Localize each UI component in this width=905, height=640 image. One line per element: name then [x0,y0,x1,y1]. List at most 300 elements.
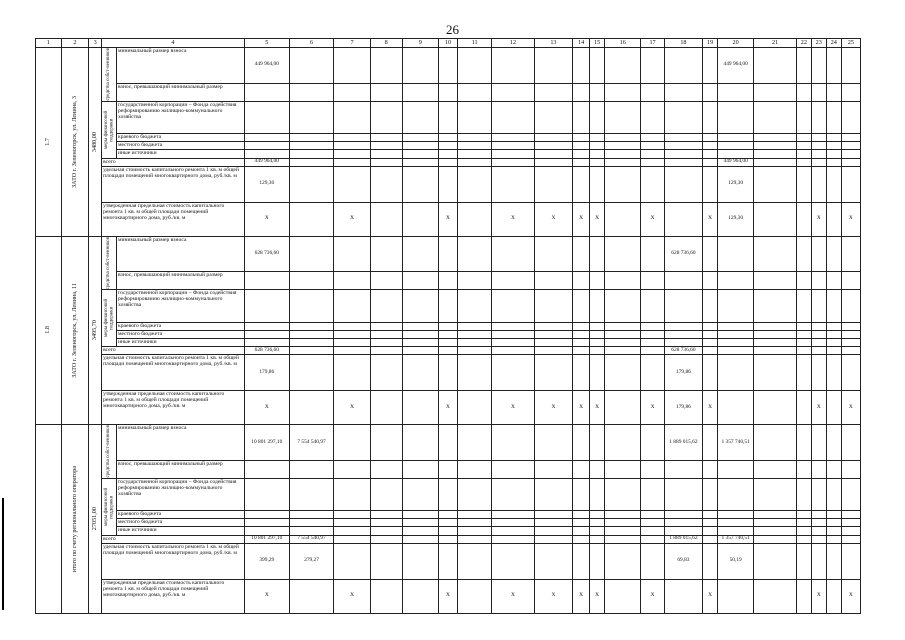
col-header-15: 15 [590,39,605,48]
cell-c18: 628 736,60 [664,347,702,355]
cell-c20 [718,391,754,425]
cell-c7: X [334,391,370,425]
row-b1-total [36,347,861,355]
cell-c20: 50,19 [718,543,754,579]
address-text: ЗАТО г. Зеленогорск, ул. Ленина, 11 [70,282,78,378]
cell-c8 [370,290,402,323]
row-b2-min [36,425,861,461]
cell-c10 [438,83,457,101]
cell-c20: 1 357 740,51 [718,425,754,461]
label-mest: местного бюджета [116,330,244,338]
cell-c11 [458,290,492,323]
address [61,236,89,425]
cell-c19 [703,460,718,478]
cell-c14: X [573,579,590,613]
cell-c12 [492,347,535,355]
cell-c7 [334,425,370,461]
cell-c12 [492,425,535,461]
cell-c12 [492,535,535,543]
cell-c15 [590,330,605,338]
cell-c19 [703,425,718,461]
cell-c7 [334,166,370,202]
cell-c5 [244,478,289,511]
cell-c18 [664,330,702,338]
cell-c10 [438,355,457,391]
block-number [36,236,62,425]
cell-c8 [370,236,402,272]
col-header-1: 1 [36,39,62,48]
col-header-20: 20 [718,39,754,48]
cell-c7 [334,158,370,166]
cell-c5 [244,83,289,101]
cell-c23 [811,543,826,579]
cell-c24 [826,158,841,166]
cell-c15 [590,543,605,579]
cell-c6 [289,347,334,355]
col-header-23: 23 [811,39,826,48]
cell-c7 [334,355,370,391]
cell-c17 [641,519,664,527]
cell-c7 [334,272,370,290]
cell-c19 [703,48,718,84]
cell-c25: X [841,391,860,425]
cell-c6 [289,150,334,158]
cell-c18 [664,158,702,166]
label-other: иные источники [116,527,244,535]
cell-c22 [796,236,811,272]
cell-c13: X [534,391,572,425]
cell-c25 [841,355,860,391]
row-b1-over [36,272,861,290]
cell-c10 [438,543,457,579]
cell-c16 [605,535,641,543]
col-header-6: 6 [289,39,334,48]
label-over: взнос, превышающий минимальный размер [116,272,244,290]
cell-c5 [244,519,289,527]
cell-c14 [573,236,590,272]
cell-c11 [458,535,492,543]
cell-c19 [703,83,718,101]
cell-c19: X [703,579,718,613]
cell-c22 [796,535,811,543]
cell-c14 [573,535,590,543]
cell-c19 [703,272,718,290]
cell-c6 [289,290,334,323]
group-support-text: меры финансовой поддержки [103,487,115,526]
row-b1-mest [36,330,861,338]
cell-c24 [826,338,841,346]
cell-c9 [402,535,438,543]
cell-c13 [534,425,572,461]
cell-c10 [438,478,457,511]
cell-c5: 628 736,60 [244,347,289,355]
cell-c16 [605,519,641,527]
cell-c9 [402,543,438,579]
cell-c22 [796,330,811,338]
cell-c7 [334,142,370,150]
cell-c22 [796,83,811,101]
cell-c25 [841,48,860,84]
cell-c23 [811,236,826,272]
cell-c23 [811,460,826,478]
cell-c14 [573,460,590,478]
cell-c18: 179,86 [664,391,702,425]
col-header-9: 9 [402,39,438,48]
cell-c19 [703,142,718,150]
cell-c24 [826,347,841,355]
cell-c14 [573,166,590,202]
area [89,48,102,237]
cell-c9 [402,290,438,323]
cell-c8 [370,48,402,84]
cell-c8 [370,355,402,391]
cell-c16 [605,579,641,613]
cell-c18 [664,134,702,142]
cell-c21 [754,322,797,330]
cell-c18 [664,338,702,346]
cell-c11 [458,355,492,391]
cell-c8 [370,543,402,579]
cell-c24 [826,579,841,613]
address [61,425,89,614]
cell-c22 [796,48,811,84]
cell-c18: 179,86 [664,355,702,391]
cell-c17 [641,355,664,391]
cell-c8 [370,425,402,461]
cell-c21 [754,290,797,323]
label-total: всего [102,535,245,543]
cell-c24 [826,134,841,142]
cell-c22 [796,355,811,391]
page-number: 26 [446,22,459,37]
cell-c9 [402,134,438,142]
cell-c10 [438,158,457,166]
cell-c10 [438,527,457,535]
cell-c10 [438,322,457,330]
cell-c10 [438,460,457,478]
cell-c17 [641,330,664,338]
cell-c5: 179,86 [244,355,289,391]
cell-c8 [370,460,402,478]
cell-c21 [754,236,797,272]
cell-c12 [492,330,535,338]
cell-c7 [334,236,370,272]
cell-c8 [370,322,402,330]
cell-c12 [492,158,535,166]
cell-c18: 628 736,60 [664,236,702,272]
cell-c24 [826,101,841,134]
cell-c18 [664,83,702,101]
cell-c19 [703,527,718,535]
cell-c23 [811,158,826,166]
cell-c10 [438,330,457,338]
cell-c7 [334,519,370,527]
cell-c12 [492,527,535,535]
cell-c15 [590,347,605,355]
cell-c17 [641,425,664,461]
col-header-8: 8 [370,39,402,48]
cell-c13 [534,347,572,355]
cell-c23 [811,355,826,391]
cell-c5: 10 801 297,10 [244,535,289,543]
cell-c18 [664,166,702,202]
cell-c17: X [641,202,664,236]
cell-c25 [841,535,860,543]
cell-c25 [841,134,860,142]
cell-c19 [703,150,718,158]
cell-c15 [590,166,605,202]
cell-c24 [826,202,841,236]
cell-c19 [703,338,718,346]
cell-c6 [289,579,334,613]
cell-c23 [811,478,826,511]
cell-c17 [641,535,664,543]
cell-c8 [370,330,402,338]
cell-c5: 129,30 [244,166,289,202]
area-text: 3495,70 [90,320,98,341]
cell-c18 [664,579,702,613]
cell-c19 [703,236,718,272]
cell-c16 [605,330,641,338]
cell-c10 [438,166,457,202]
cell-c5: 449 964,00 [244,158,289,166]
cell-c12 [492,150,535,158]
cell-c17 [641,272,664,290]
cell-c7 [334,134,370,142]
cell-c11 [458,322,492,330]
cell-c25 [841,166,860,202]
cell-c24 [826,236,841,272]
cell-c16 [605,142,641,150]
cell-c16 [605,272,641,290]
label-min: минимальный размер взноса [116,236,244,272]
cell-c7 [334,535,370,543]
cell-c21 [754,535,797,543]
cell-c19 [703,101,718,134]
cell-c20 [718,347,754,355]
cell-c21 [754,158,797,166]
cell-c12 [492,272,535,290]
area [89,425,102,614]
group-support [102,290,117,347]
cell-c6 [289,142,334,150]
cell-c14 [573,511,590,519]
block-number-text: 1.7 [43,137,51,146]
cell-c20: 449 964,00 [718,158,754,166]
cell-c21 [754,142,797,150]
cell-c11 [458,142,492,150]
cell-c9 [402,391,438,425]
cell-c12 [492,322,535,330]
cell-c18: 69,83 [664,543,702,579]
cell-c20 [718,579,754,613]
cell-c10: X [438,579,457,613]
cell-c6: 7 554 540,97 [289,425,334,461]
address-text: итого по счету регионального оператора [70,465,78,573]
label-min: минимальный размер взноса [116,48,244,84]
cell-c21 [754,527,797,535]
cell-c20 [718,236,754,272]
cell-c7 [334,543,370,579]
cell-c13 [534,272,572,290]
cell-c10 [438,290,457,323]
cell-c11 [458,347,492,355]
cell-c17 [641,543,664,579]
cell-c17 [641,338,664,346]
cell-c12 [492,236,535,272]
cell-c11 [458,511,492,519]
col-header-2: 2 [61,39,89,48]
cell-c7 [334,511,370,519]
cell-c9 [402,347,438,355]
cell-c16 [605,134,641,142]
cell-c23 [811,83,826,101]
cell-c17 [641,478,664,511]
label-over: взнос, превышающий минимальный размер [116,83,244,101]
cell-c14 [573,519,590,527]
cell-c6 [289,519,334,527]
cell-c23 [811,527,826,535]
cell-c20: 129,30 [718,202,754,236]
cell-c15 [590,158,605,166]
cell-c14 [573,425,590,461]
cell-c15: X [590,391,605,425]
cell-c19 [703,134,718,142]
cell-c9 [402,202,438,236]
cell-c11 [458,579,492,613]
cell-c23 [811,150,826,158]
cell-c22 [796,101,811,134]
cell-c9 [402,579,438,613]
cell-c13: X [534,579,572,613]
cell-c6 [289,202,334,236]
cell-c9 [402,330,438,338]
cell-c12: X [492,391,535,425]
cell-c13 [534,322,572,330]
label-corp: государственной корпорации – Фонда содействия реформированию жилищно-коммунального хозяйства [116,478,244,511]
cell-c6 [289,236,334,272]
block-number-text: 1.8 [43,326,51,335]
cell-c14 [573,134,590,142]
cell-c7 [334,101,370,134]
cell-c10: X [438,391,457,425]
cell-c14 [573,322,590,330]
cell-c21 [754,391,797,425]
row-b2-other [36,527,861,535]
cell-c9 [402,338,438,346]
cell-c20 [718,338,754,346]
cell-c19 [703,478,718,511]
label-other: иные источники [116,338,244,346]
row-b0-limit_cost [36,202,861,236]
col-header-22: 22 [796,39,811,48]
label-limit_cost: утвержденная предельная стоимость капитального ремонта 1 кв. м общей площади помещений многоквартирного дома, руб./кв. м [102,202,245,236]
cell-c14 [573,290,590,323]
cell-c13 [534,134,572,142]
cell-c22 [796,150,811,158]
cell-c15 [590,290,605,323]
cell-c23: X [811,579,826,613]
label-krai: краевого бюджета [116,511,244,519]
cell-c24 [826,478,841,511]
row-b0-unit_cost [36,166,861,202]
group-own-funds-text: средства собст-венников [106,236,112,290]
cell-c6 [289,272,334,290]
cell-c24 [826,460,841,478]
cell-c21 [754,460,797,478]
group-support-text: меры финансовой поддержки [103,110,115,149]
cell-c17: X [641,391,664,425]
cell-c19 [703,535,718,543]
cell-c24 [826,535,841,543]
col-header-7: 7 [334,39,370,48]
cell-c21 [754,134,797,142]
cell-c10 [438,134,457,142]
cell-c11 [458,236,492,272]
cell-c11 [458,425,492,461]
cell-c11 [458,478,492,511]
cell-c10 [438,338,457,346]
cell-c5 [244,330,289,338]
cell-c20: 129,30 [718,166,754,202]
cell-c11 [458,134,492,142]
cell-c20 [718,272,754,290]
cell-c19 [703,158,718,166]
cell-c25 [841,290,860,323]
cell-c11 [458,83,492,101]
cell-c23 [811,322,826,330]
cell-c19 [703,330,718,338]
cell-c21 [754,48,797,84]
cell-c10 [438,535,457,543]
cell-c23 [811,511,826,519]
cell-c15 [590,134,605,142]
cell-c19 [703,290,718,323]
cell-c20: 449 964,00 [718,48,754,84]
row-b2-total [36,535,861,543]
cell-c16 [605,460,641,478]
cell-c16 [605,158,641,166]
cell-c24 [826,150,841,158]
cell-c17 [641,83,664,101]
label-limit_cost: утвержденная предельная стоимость капитального ремонта 1 кв. м общей площади помещений многоквартирного дома, руб./кв. м [102,391,245,425]
cell-c13 [534,83,572,101]
col-header-21: 21 [754,39,797,48]
label-mest: местного бюджета [116,519,244,527]
cell-c13 [534,48,572,84]
cell-c16 [605,425,641,461]
cell-c15: X [590,202,605,236]
cell-c10: X [438,202,457,236]
cell-c15 [590,101,605,134]
cell-c21 [754,543,797,579]
cell-c6 [289,355,334,391]
cell-c5 [244,272,289,290]
cell-c21 [754,272,797,290]
cell-c16 [605,166,641,202]
cell-c20 [718,355,754,391]
cell-c12: X [492,202,535,236]
cell-c16 [605,48,641,84]
cell-c12 [492,478,535,511]
cell-c9 [402,166,438,202]
cell-c6 [289,83,334,101]
cell-c25 [841,543,860,579]
cell-c22 [796,134,811,142]
group-own-funds-text: средства собст-венников [106,425,112,478]
cell-c14 [573,48,590,84]
cell-c15 [590,478,605,511]
